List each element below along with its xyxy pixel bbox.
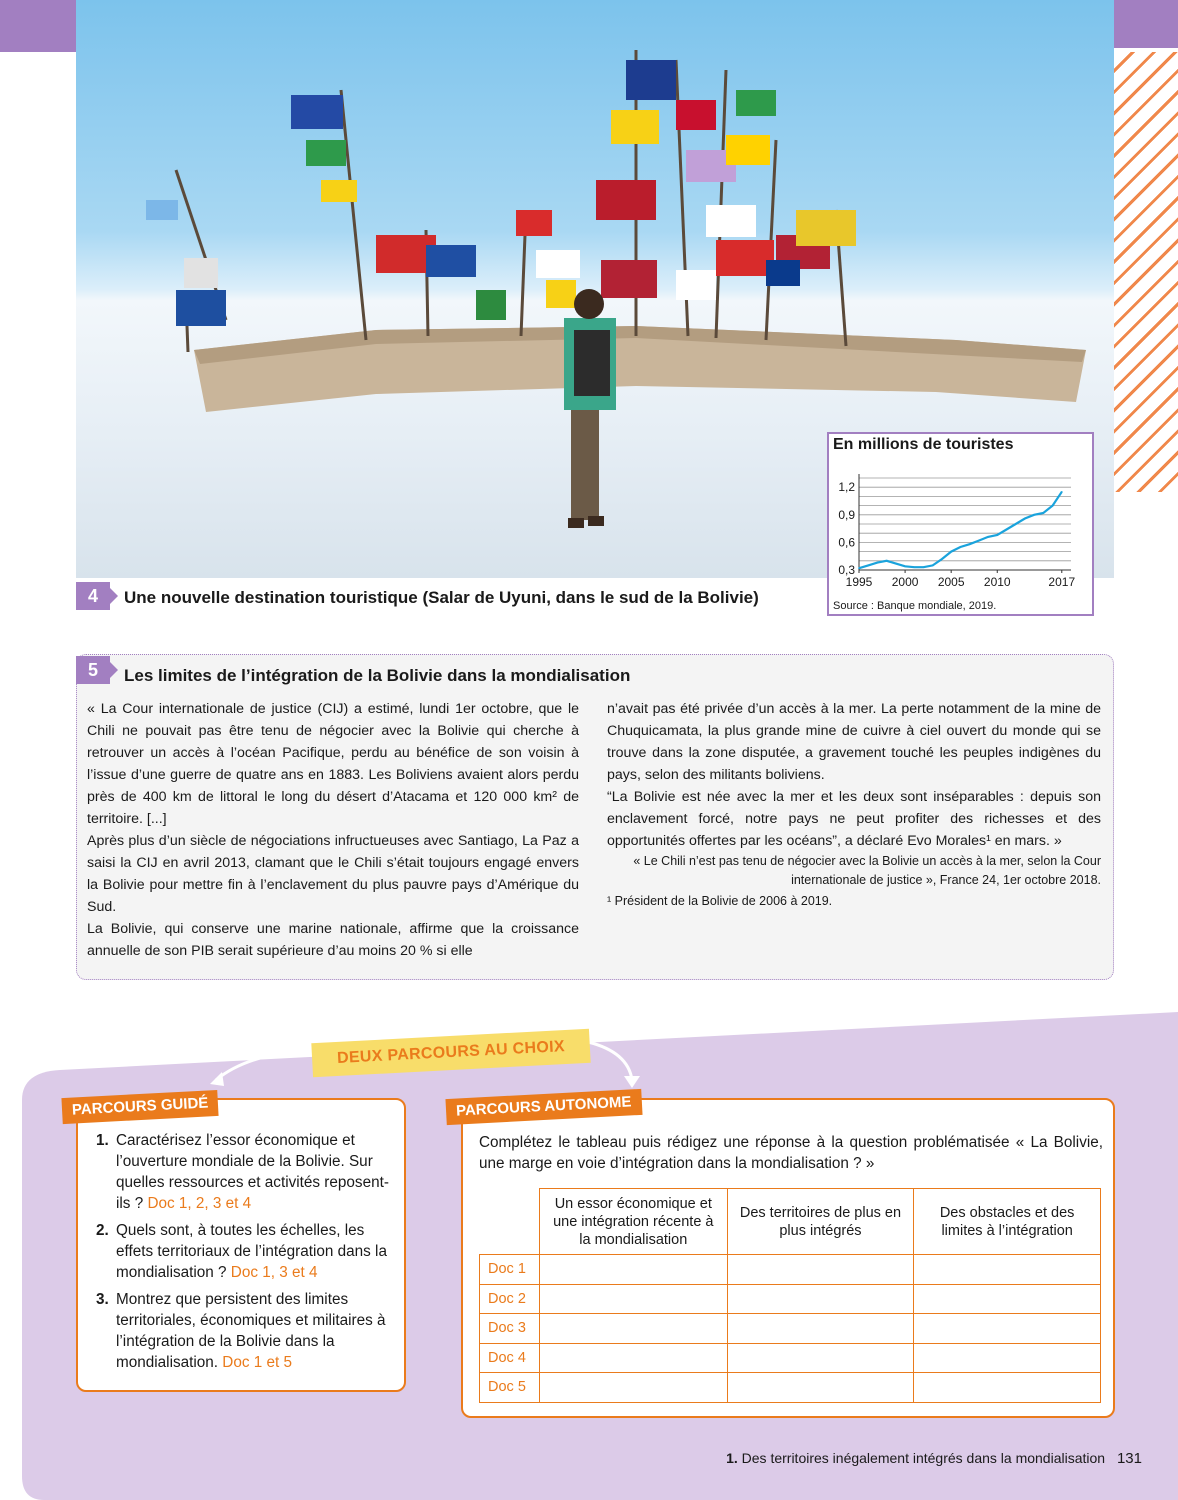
chart-data-point bbox=[1061, 491, 1063, 493]
tourism-chart bbox=[827, 432, 1094, 616]
table-cell[interactable] bbox=[539, 1314, 727, 1344]
autonomous-path-card bbox=[461, 1098, 1115, 1418]
table-row-label: Doc 3 bbox=[480, 1314, 540, 1344]
doc5-right-paragraph: “La Bolivie est née avec la mer et les deux sont inséparables : depuis son enclavement forcé, notre pays ne peut profiter des richesses et des opportunités offertes par les océans”, a déclaré Evo Morales¹ en mars. » bbox=[607, 789, 1101, 849]
table-cell[interactable] bbox=[539, 1373, 727, 1403]
chart-data-point bbox=[941, 558, 943, 560]
top-right-tab bbox=[1114, 0, 1178, 48]
chart-data-point bbox=[932, 565, 934, 567]
table-cell[interactable] bbox=[914, 1373, 1101, 1403]
table-row-label: Doc 4 bbox=[480, 1343, 540, 1373]
chart-y-tick-label: 0,6 bbox=[838, 535, 855, 550]
table-row bbox=[480, 1255, 1101, 1285]
guided-question bbox=[96, 1220, 396, 1283]
table-row bbox=[480, 1373, 1101, 1403]
table-cell[interactable] bbox=[727, 1284, 914, 1314]
chart-x-tick-label: 2005 bbox=[937, 575, 965, 589]
doc5-right-paragraph: n’avait pas été privée d’un accès à la mer. La perte notamment de la mine de Chuquicamata, la plus grande mine de cuivre à ciel ouvert du monde qui se trouve dans la zone disputée, a gravement touché les peuples indigènes du pays, selon des militants boliviens. bbox=[607, 701, 1101, 783]
chart-x-tick-label: 2017 bbox=[1048, 575, 1076, 589]
guided-question bbox=[96, 1130, 396, 1214]
question-text: Caractérisez l’essor économique et l’ouverture mondiale de la Bolivie. Sur quelles ressources et activités reposent-ils ? bbox=[116, 1132, 389, 1212]
doc5-left-paragraph: Après plus d’un siècle de négociations infructueuses avec Santiago, La Paz a saisi la CIJ en avril 2013, clamant que le Chili s’était toujours engagé envers la Bolivie pour mettre fin à l’enclavement du plus pauvre pays d’Amérique du Sud. bbox=[87, 833, 579, 915]
question-number: 2. bbox=[96, 1222, 109, 1239]
chart-data-point bbox=[987, 536, 989, 538]
question-doc-refs: Doc 1, 2, 3 et 4 bbox=[147, 1195, 252, 1212]
chart-data-point bbox=[950, 551, 952, 553]
chart-data-point bbox=[923, 566, 925, 568]
doc5-footnote: ¹ Président de la Bolivie de 2006 à 2019. bbox=[607, 894, 833, 908]
table-row-label: Doc 5 bbox=[480, 1373, 540, 1403]
table-row bbox=[480, 1284, 1101, 1314]
chart-data-point bbox=[1015, 523, 1017, 525]
table-cell[interactable] bbox=[914, 1284, 1101, 1314]
chart-data-point bbox=[1024, 518, 1026, 520]
table-row-label: Doc 1 bbox=[480, 1255, 540, 1285]
doc5-title: Les limites de l’intégration de la Bolivie dans la mondialisation bbox=[124, 666, 631, 685]
table-header-row bbox=[480, 1189, 1101, 1255]
question-doc-refs: Doc 1, 3 et 4 bbox=[230, 1264, 318, 1281]
guided-question bbox=[96, 1289, 396, 1373]
table-cell[interactable] bbox=[727, 1343, 914, 1373]
chart-data-point bbox=[895, 563, 897, 565]
table-cell[interactable] bbox=[539, 1255, 727, 1285]
chapter-title: Des territoires inégalement intégrés dans la mondialisation bbox=[741, 1450, 1106, 1466]
chart-x-tick-label: 2010 bbox=[983, 575, 1011, 589]
doc5-left-paragraph: La Bolivie, qui conserve une marine nationale, affirme que la croissance annuelle de son PIB serait supérieure d’au moins 20 % si elle bbox=[87, 921, 579, 959]
guided-question-list bbox=[96, 1130, 396, 1379]
doc5-right-column bbox=[607, 698, 1101, 912]
table-cell[interactable] bbox=[914, 1314, 1101, 1344]
chart-source: Source : Banque mondiale, 2019. bbox=[833, 600, 997, 612]
table-cell[interactable] bbox=[539, 1343, 727, 1373]
question-doc-refs: Doc 1 et 5 bbox=[222, 1354, 293, 1371]
chart-data-point bbox=[978, 540, 980, 542]
chart-data-point bbox=[1043, 512, 1045, 514]
hatch-decoration bbox=[1114, 52, 1178, 492]
table-row bbox=[480, 1314, 1101, 1344]
choice-banner: DEUX PARCOURS AU CHOIX bbox=[311, 1029, 590, 1078]
doc5-left-column bbox=[87, 698, 579, 962]
table-header: Des territoires de plus en plus intégrés bbox=[727, 1189, 914, 1255]
chart-data-point bbox=[1033, 514, 1035, 516]
chart-data-point bbox=[886, 560, 888, 562]
table-cell[interactable] bbox=[727, 1255, 914, 1285]
table-cell[interactable] bbox=[914, 1255, 1101, 1285]
table-cell[interactable] bbox=[914, 1343, 1101, 1373]
table-header: Un essor économique et une intégration récente à la mondialisation bbox=[539, 1189, 727, 1255]
chart-y-tick-label: 1,2 bbox=[838, 480, 855, 495]
chapter-number: 1. bbox=[726, 1450, 738, 1466]
chart-x-tick-label: 1995 bbox=[845, 575, 873, 589]
chart-title: En millions de touristes bbox=[833, 436, 1014, 453]
table-cell[interactable] bbox=[727, 1314, 914, 1344]
doc5-left-paragraph: « La Cour internationale de justice (CIJ) a estimé, lundi 1er octobre, que le Chili ne pouvait pas être tenu de négocier avec la Bolivie qui cherche à retrouver un accès à l’océan Pacifique, perdu au bénéfice de son voisin à l’issue d’une guerre de quatre ans en 1883. Les Boliviens avaient alors perdu près de 400 km de littoral le long du désert d’Atacama et 120 000 km² de territoire. [...] bbox=[87, 701, 579, 827]
doc5-citation: « Le Chili n’est pas tenu de négocier avec la Bolivie un accès à la mer, selon la Cour internationale de justice », France 24, 1er octobre 2018. bbox=[633, 854, 1101, 887]
doc5-box bbox=[76, 654, 1114, 980]
table-row-label: Doc 2 bbox=[480, 1284, 540, 1314]
table-row bbox=[480, 1343, 1101, 1373]
doc4-caption: Une nouvelle destination touristique (Salar de Uyuni, dans le sud de la Bolivie) bbox=[124, 588, 759, 607]
chart-data-point bbox=[858, 567, 860, 569]
chart-data-point bbox=[960, 546, 962, 548]
guided-path-tag: PARCOURS GUIDÉ bbox=[61, 1090, 219, 1124]
question-number: 3. bbox=[96, 1291, 109, 1308]
chart-data-point bbox=[1052, 505, 1054, 507]
chart-data-point bbox=[867, 565, 869, 567]
chart-y-tick-label: 0,9 bbox=[838, 507, 855, 522]
autonomous-instruction: Complétez le tableau puis rédigez une réponse à la question problématisée « La Bolivie, une marge en voie d’intégration dans la mondialisation ? » bbox=[479, 1134, 1103, 1172]
table-corner bbox=[480, 1189, 540, 1255]
page-number: 131 bbox=[1116, 1450, 1142, 1467]
chart-data-point bbox=[914, 566, 916, 568]
table-header: Des obstacles et des limites à l’intégration bbox=[914, 1189, 1101, 1255]
doc4-number: 4 bbox=[76, 582, 110, 610]
guided-path-card bbox=[76, 1098, 406, 1392]
analysis-table bbox=[479, 1188, 1101, 1403]
question-text: Montrez que persistent des limites territoriales, économiques et militaires à l’intégration de la Bolivie dans la mondialisation. bbox=[116, 1291, 386, 1371]
chart-series-line bbox=[859, 492, 1062, 568]
tourism-line-chart bbox=[829, 434, 1092, 614]
page-footer bbox=[726, 1450, 1142, 1467]
top-left-tab bbox=[0, 0, 76, 52]
question-text: Quels sont, à toutes les échelles, les effets territoriaux de l’intégration dans la mondialisation ? bbox=[116, 1222, 387, 1281]
table-cell[interactable] bbox=[539, 1284, 727, 1314]
chart-data-point bbox=[996, 534, 998, 536]
chart-data-point bbox=[1006, 529, 1008, 531]
chart-data-point bbox=[904, 566, 906, 568]
chart-data-point bbox=[969, 543, 971, 545]
autonomous-path-tag: PARCOURS AUTONOME bbox=[445, 1089, 642, 1125]
doc5-number: 5 bbox=[76, 656, 110, 684]
chart-x-tick-label: 2000 bbox=[891, 575, 919, 589]
chart-data-point bbox=[877, 562, 879, 564]
question-number: 1. bbox=[96, 1132, 109, 1149]
table-cell[interactable] bbox=[727, 1373, 914, 1403]
chart-y-tick-label: 0,3 bbox=[838, 563, 855, 577]
